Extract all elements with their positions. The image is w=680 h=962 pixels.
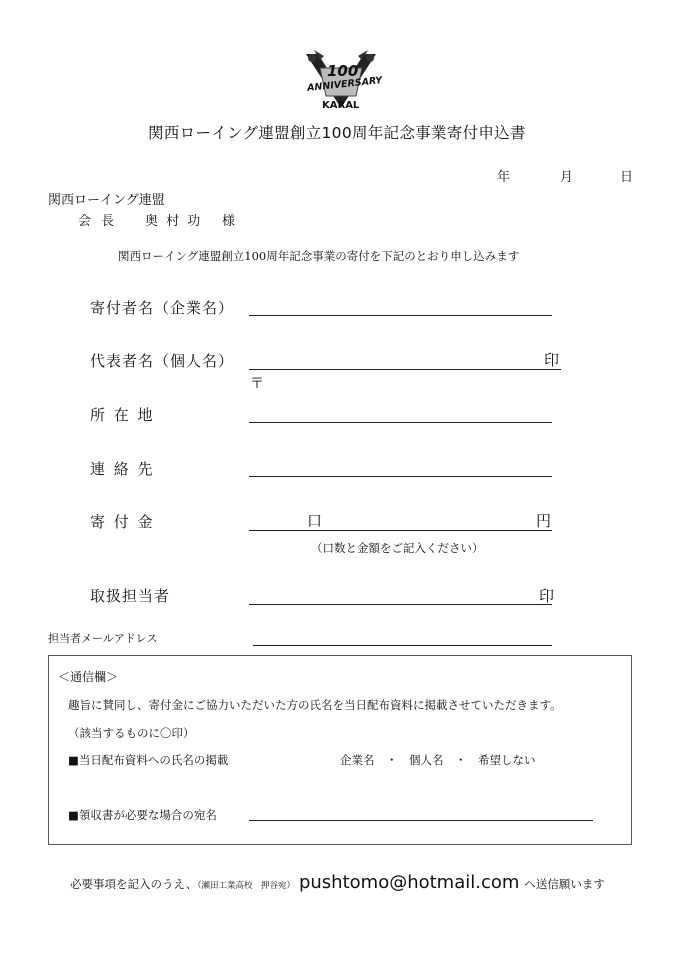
representative-label: 代表者名（個人名） (90, 352, 235, 370)
address-input-line[interactable] (249, 422, 552, 423)
postal-mark: 〒 (250, 376, 264, 392)
intro-text: 関西ローイング連盟創立100周年記念事業の寄付を下記のとおり申し込みます (118, 249, 520, 263)
footer-suffix: へ送信願います (524, 877, 605, 891)
donation-note: （口数と金額をご記入ください） (311, 541, 484, 555)
handler-label: 取扱担当者 (90, 587, 171, 605)
footer-prefix: 必要事項を記入のうえ、 (70, 877, 198, 891)
unit-kuchi: 口 (307, 512, 323, 530)
logo-word: ANNIVERSARY (306, 75, 383, 94)
date-year: 年 (497, 170, 511, 185)
logo-number: 100 (327, 62, 359, 80)
seal-mark-2: 印 (539, 587, 555, 605)
donor-input-line[interactable] (249, 315, 552, 316)
footer-school: （瀬田工業高校 押谷宛） (197, 881, 295, 891)
donation-label: 寄 付 金 (90, 513, 155, 531)
addressee-honorific: 様 (222, 214, 236, 229)
date-month: 月 (560, 170, 574, 185)
receipt-name-input-line[interactable] (249, 820, 593, 821)
footer-email[interactable]: pushtomo@hotmail.com (298, 872, 520, 893)
logo-name: KARAL (322, 100, 360, 111)
listing-options[interactable]: 企業名 ・ 個人名 ・ 希望しない (340, 753, 536, 767)
footer-instruction (70, 872, 605, 893)
contact-input-line[interactable] (249, 476, 552, 477)
notice-item-receipt: ■領収書が必要な場合の宛名 (68, 808, 217, 822)
addressee-name: 奥 村 功 (145, 214, 203, 229)
email-input-line[interactable] (253, 645, 552, 646)
representative-input-line[interactable] (249, 369, 561, 370)
addressee-role: 会 長 (78, 214, 118, 229)
notice-heading: ＜通信欄＞ (58, 670, 119, 684)
donor-label: 寄付者名（企業名） (90, 299, 235, 317)
notice-instruction: （該当するものに〇印） (68, 726, 195, 740)
notice-text: 趣旨に賛同し、寄付金にご協力いただいた方の氏名を当日配布資料に掲載させていただきます。 (68, 698, 562, 712)
donation-input-line[interactable] (249, 530, 552, 531)
notice-item-name-listing: ■当日配布資料への氏名の掲載 (68, 753, 229, 767)
unit-yen: 円 (536, 512, 552, 530)
document-title: 関西ローイング連盟創立100周年記念事業寄付申込書 (148, 124, 526, 142)
handler-input-line[interactable] (249, 604, 552, 605)
address-label: 所 在 地 (90, 406, 155, 424)
date-day: 日 (620, 170, 634, 185)
contact-label: 連 絡 先 (90, 460, 155, 478)
email-label: 担当者メールアドレス (48, 632, 158, 645)
seal-mark-1: 印 (544, 351, 560, 369)
addressee-org: 関西ローイング連盟 (48, 193, 165, 208)
